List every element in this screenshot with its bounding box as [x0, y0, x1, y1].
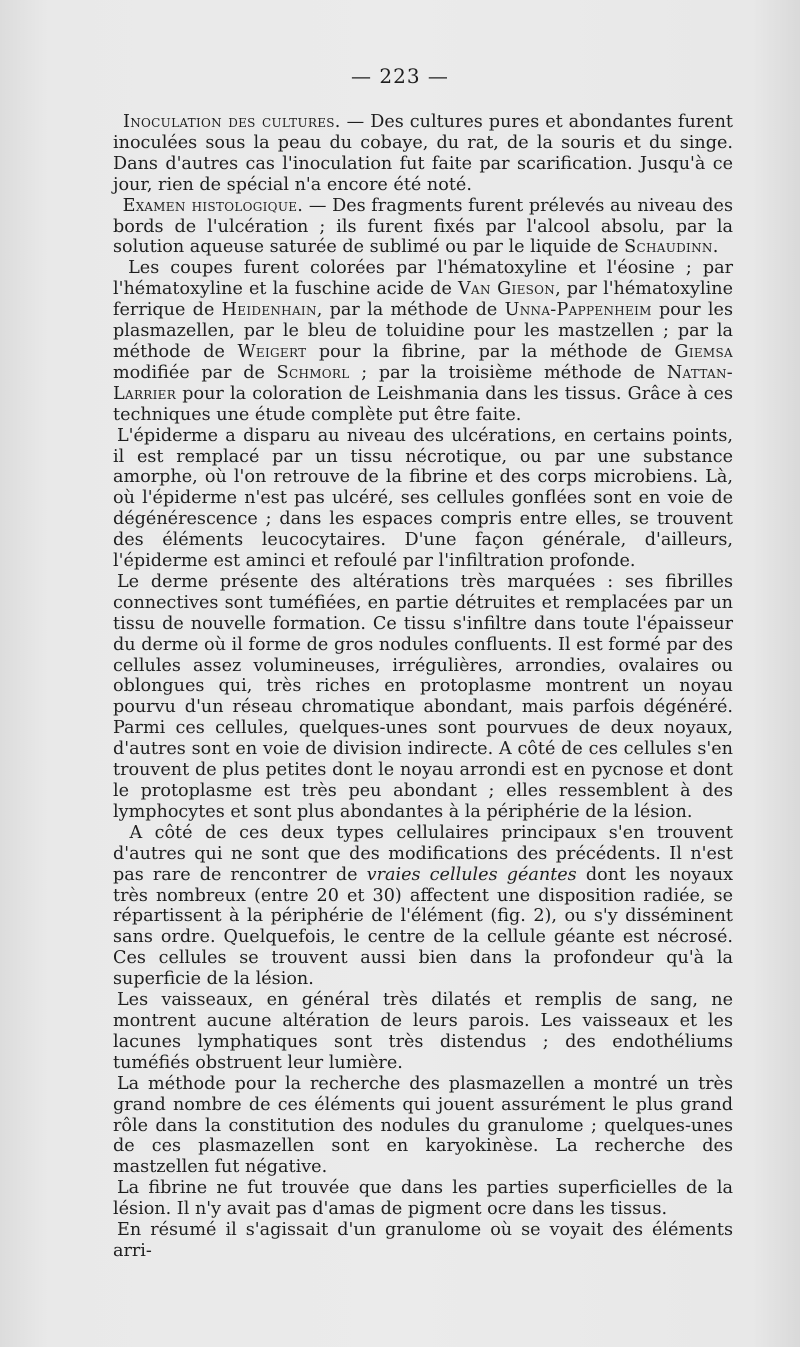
author-name: Unna-Pappenheim: [504, 300, 652, 321]
paragraph-text: — Des cultures pures et abondantes furent inoculées sous la peau du cobaye, du rat, de la souris et du singe. Dans d'autres cas l'inoculation fut faite par scarification. Jusqu'à ce jour, rien de spécial n'a encore été noté.: [113, 112, 733, 195]
paragraph-text: Les coupes furent colorées par l'hématoxyline et l'éosine ; par l'hématoxyline et la fuschine acide de: [113, 258, 733, 300]
italic-term: vraies cellules géantes: [366, 864, 577, 885]
author-name: Giemsa: [674, 341, 733, 362]
paragraph-text: , par la méthode de: [316, 300, 505, 321]
paragraph-cellules-geantes: [113, 823, 733, 990]
paragraph-text: — Des fragments furent prélevés au niveau des bords de l'ulcération ; ils furent fixés par l'alcool absolu, par la solution aqueuse saturée de sublimé ou par le liquide de: [113, 195, 733, 258]
paragraph-coupes: [113, 258, 733, 425]
section-heading-examen: Examen histologique.: [122, 195, 304, 216]
body-text: [113, 112, 733, 1262]
paragraph-fibrine: La fibrine ne fut trouvée que dans les parties superficielles de la lésion. Il n'y avait pas d'amas de pigment ocre dans les tissus.: [113, 1178, 733, 1220]
paragraph-examen: [113, 196, 733, 259]
author-name: Schmorl: [276, 362, 350, 383]
author-name: Heidenhain: [221, 300, 317, 321]
paragraph-text: pour la fibrine, par la méthode de: [306, 341, 675, 362]
paragraph-text: pour les plasmazellen, par le bleu de toluidine pour les mastzellen ; par la méthode de: [113, 300, 733, 362]
paragraph-plasmazellen: La méthode pour la recherche des plasmazellen a montré un très grand nombre de ces éléments qui jouent assurément le plus grand rôle dans la constitution des nodules du granulome ; quelques-unes de ces plasmazellen sont en karyokinèse. La recherche des mastzellen fut négative.: [113, 1073, 733, 1178]
paragraph-epiderme: L'épiderme a disparu au niveau des ulcérations, en certains points, il est remplacé par un tissu nécrotique, ou par une substance amorphe, où l'on retrouve de la fibrine et des corps microbiens. Là, où l'épiderme n'est pas ulcéré, ses cellules gonflées sont en voie de dégénérescence ; dans les espaces compris entre elles, se trouvent des éléments leucocytaires. D'une façon générale, d'ailleurs, l'épiderme est aminci et refoulé par l'infiltration profonde.: [113, 425, 733, 572]
author-name: Nattan-Larrier: [113, 362, 734, 404]
paragraph-text: , par l'hématoxyline ferrique de: [113, 279, 733, 321]
paragraph-text: .: [712, 237, 719, 258]
paragraph-text: modifiée par de: [113, 362, 277, 383]
paragraph-resume: En résumé il s'agissait d'un granulome où se voyait des éléments arri-: [113, 1220, 733, 1261]
author-name: Weigert: [237, 341, 307, 362]
paragraph-vaisseaux: Les vaisseaux, en général très dilatés et remplis de sang, ne montrent aucune altération de leurs parois. Les vaisseaux et les lacunes lymphatiques sont très distendus ; des endothéliums tuméfiés obstruent leur lumière.: [113, 990, 733, 1073]
paragraph-text: pour la coloration de Leishmania dans les tissus. Grâce à ces techniques une étude complète put être faite.: [113, 383, 733, 425]
author-name: Schaudinn: [624, 237, 713, 258]
paragraph-text: A côté de ces deux types cellulaires principaux s'en trouvent d'autres qui ne sont que des modifications des précédents. Il n'est pas rare de rencontrer de: [113, 822, 734, 885]
page-number: — 223 —: [351, 64, 449, 88]
paragraph-derme: Le derme présente des altérations très marquées : ses fibrilles connectives sont tuméfiées, en partie détruites et remplacées par un tissu de nouvelle formation. Ce tissu s'infiltre dans toute l'épaisseur du derme où il forme de gros nodules confluents. Il est formé par des cellules assez volumineuses, irrégulières, arrondies, ovalaires ou oblongues qui, très riches en protoplasme montrent un noyau pourvu d'un réseau chromatique abondant, mais parfois dégénéré. Parmi ces cellules, quelques-unes sont pourvues de deux noyaux, d'autres sont en voie de division indirecte. A côté de ces cellules s'en trouvent de plus petites dont le noyau arrondi est en pycnose et dont le protoplasme est très peu abondant ; elles ressemblent à des lymphocytes et sont plus abondantes à la périphérie de la lésion.: [113, 571, 733, 822]
paragraph-text: ; par la troisième méthode de: [349, 362, 667, 383]
paragraph-inoculation: [113, 112, 733, 196]
paragraph-text: dont les noyaux très nombreux (entre 20 et 30) affectent une disposition radiée, se répartissent à la périphérie de l'élément (fig. 2), ou s'y disséminent sans ordre. Quelquefois, le centre de la cellule géante est nécrosé. Ces cellules se trouvent aussi bien dans la profondeur qu'à la superficie de la lésion.: [113, 864, 733, 990]
author-name: Van Gieson: [457, 279, 556, 300]
section-heading-inoculation: Inoculation des cultures.: [122, 112, 341, 132]
